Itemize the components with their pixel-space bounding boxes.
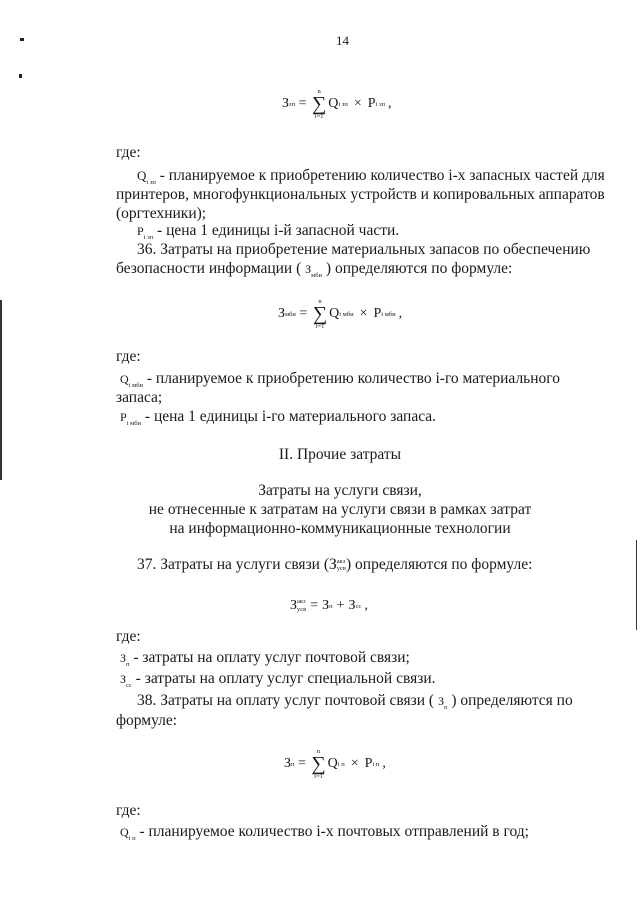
definition-q-p: $Q_{i п}$ - планируемое количество i-х почтовых отправлений в год; [120,823,529,843]
definition-zp: $З_п$ - затраты на оплату услуг почтовой связи; [120,649,410,669]
scan-edge-right [636,540,637,630]
formula-usv: З акз усв = З п + З сс , [290,598,368,613]
subsection-title-line3: на информационно-коммуникационные технологии [169,520,511,537]
subsection-title-line2: не отнесенные к затратам на услуги связи в рамках затрат [148,501,532,518]
scan-mark [20,38,24,41]
paragraph-36-cont: безопасности информации ( $З_{мби}$ ) определяются по формуле: [116,260,513,280]
where-label: где: [116,802,141,819]
where-label: где: [116,628,141,645]
definition-zss: $З_{сс}$ - затраты на оплату услуг специальной связи. [120,670,436,690]
definition-q-zp-cont: принтеров, многофункциональных устройств и копировальных аппаратов [116,186,605,203]
paragraph-36: 36. Затраты на приобретение материальных запасов по обеспечению [137,241,591,258]
definition-q-zp: $Q_{i зп}$ - планируемое к приобретению количество i-х запасных частей для [137,167,605,187]
formula-mbi: З мби = n ∑ i=1 Q i мби × P i мби , [278,298,403,330]
scan-mark [19,74,22,78]
sum-sign: n ∑ i=1 [312,298,328,330]
definition-q-zp-cont: (оргтехники); [116,205,207,222]
sum-sign: n ∑ i=1 [311,88,327,120]
where-label: где: [116,144,141,161]
section-title: II. Прочие затраты [278,446,402,463]
paragraph-37: 37. Затраты на услуги связи (З акз усв ) определяются по формуле: [137,556,533,573]
page-number: 14 [336,33,349,48]
sum-sign: n ∑ i=1 [311,748,326,780]
paragraph-38-cont: формуле: [116,712,178,729]
subsection-title-line1: Затраты на услуги связи, [258,482,422,499]
formula-zp: З зп = n ∑ i=1 Q i зп × P i зп , [282,88,392,120]
definition-p-zp: $P_{i зп}$ - цена 1 единицы i-й запасной части. [137,222,400,242]
formula-p: З п = n ∑ i=1 Q i п × P i п , [284,748,386,780]
definition-q-mbi-cont: запаса; [116,389,163,406]
scan-edge-left [0,300,2,480]
definition-p-mbi: $P_{i мби}$ - цена 1 единицы i-го материального запаса. [120,408,437,428]
paragraph-38: 38. Затраты на оплату услуг почтовой связи ( $З_п$ ) определяются по [137,692,573,712]
definition-q-mbi: $Q_{i мби}$ - планируемое к приобретению количество i-го материального [120,370,561,390]
where-label: где: [116,348,141,365]
